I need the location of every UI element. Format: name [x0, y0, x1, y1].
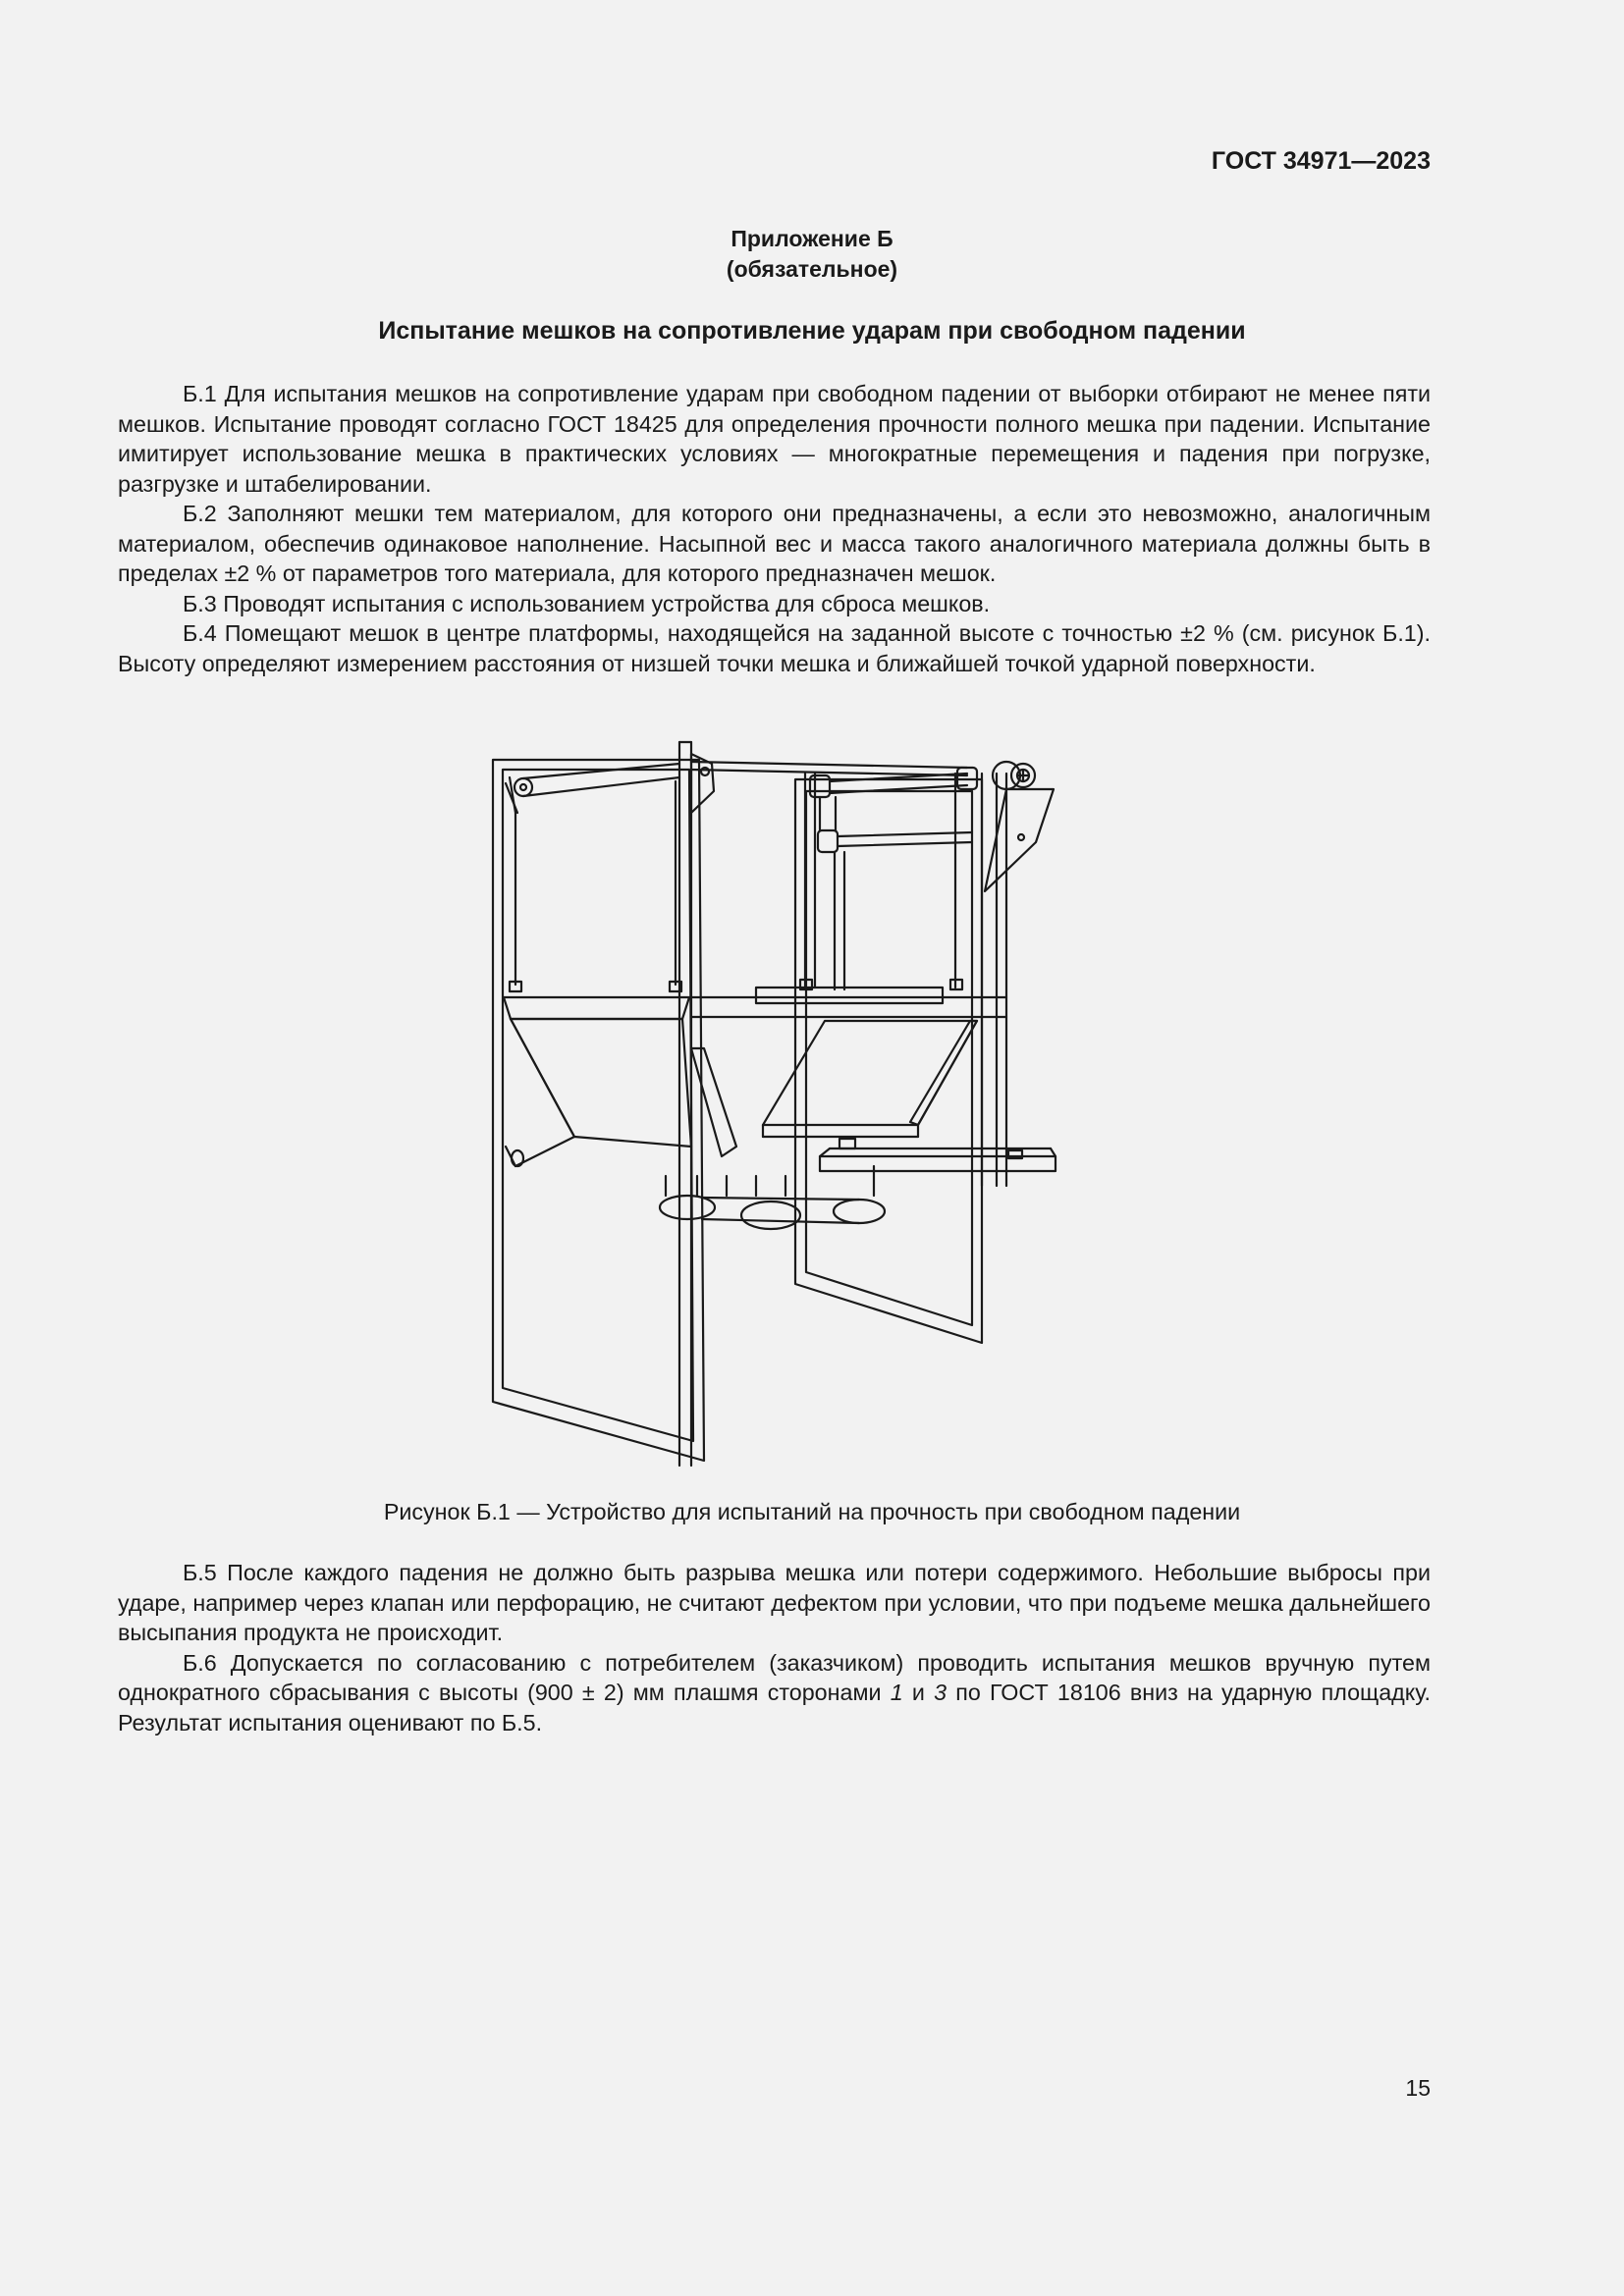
side-number-3: 3 — [934, 1680, 947, 1705]
bag-roller-left — [660, 1196, 715, 1219]
paragraph-b2: Б.2 Заполняют мешки тем материалом, для которого они предназначены, а если это невозможно, аналогичным материалом, обеспечив одинаковое наполнение. Насыпной вес и масса такого аналогичного материала должны быть в пределах ±2 % от параметров того материала, для которого предназначен мешок. — [118, 501, 1431, 586]
side-number-1: 1 — [890, 1680, 903, 1705]
body-text-bottom — [118, 1558, 1431, 1737]
paragraph-b6-end: по ГОСТ 18106 вниз на ударную площадку. Результат испытания оценивают по Б.5. — [118, 1680, 1431, 1735]
drop-platform — [756, 988, 943, 1003]
paragraph-b1: Б.1 Для испытания мешков на сопротивление ударам при свободном падении от выборки отбирают не менее пяти мешков. Испытание проводят согласно ГОСТ 18425 для определения прочности полного мешка при падении. Испытание имитирует использование мешка в практических условиях — многократные перемещения и падения при погрузке, разгрузке и штабелировании. — [118, 381, 1431, 497]
right-door-edge — [910, 1021, 977, 1125]
paragraph-b5: Б.5 После каждого падения не должно быть разрыва мешка или потери содержимого. Небольшие выбросы при ударе, например через клапан или перфорацию, не считают дефектом при условии, что при подъеме мешка дальнейшего высыпания продукта не происходит. — [118, 1560, 1431, 1645]
paragraph-b6 — [118, 1648, 1431, 1738]
bag-roller-center — [741, 1201, 800, 1229]
section-title: Испытание мешков на сопротивление ударам при свободном падении — [378, 317, 1246, 345]
annex-status: (обязательное) — [726, 256, 898, 282]
paragraph-b4: Б.4 Помещают мешок в центре платформы, находящейся на заданной высоте с точностью ±2 % (см. рисунок Б.1). Высоту определяют измерением расстояния от низшей точки мешка и ближайшей точкой ударной поверхности. — [118, 620, 1431, 676]
drop-test-device-drawing — [486, 734, 1065, 1470]
paragraph-b3: Б.3 Проводят испытания с использованием устройства для сброса мешков. — [183, 590, 991, 616]
annex-heading — [0, 224, 1624, 285]
paragraph-b6-start: Б.6 Допускается по согласованию с потребителем (заказчиком) проводить испытания мешков вручную путем однократного сбрасывания с высоты (900 ± 2) мм плашмя сторонами — [118, 1649, 1431, 1705]
figure-caption: Рисунок Б.1 — Устройство для испытаний на прочность при свободном падении — [383, 1499, 1241, 1524]
body-text-top — [118, 379, 1431, 678]
standard-designation: ГОСТ 34971—2023 — [1211, 147, 1431, 175]
page-number: 15 — [1405, 2075, 1431, 2101]
figure-drop-test-device — [486, 734, 1065, 1470]
left-frame-inner — [503, 770, 693, 1441]
left-frame-outline — [493, 760, 704, 1461]
annex-title: Приложение Б — [731, 226, 893, 251]
left-trap-door — [511, 1019, 691, 1147]
left-platform — [504, 997, 689, 1019]
left-door-hinge-arm — [691, 1048, 736, 1156]
paragraph-b6-and: и — [902, 1680, 935, 1705]
bag-roller-right — [834, 1200, 885, 1223]
